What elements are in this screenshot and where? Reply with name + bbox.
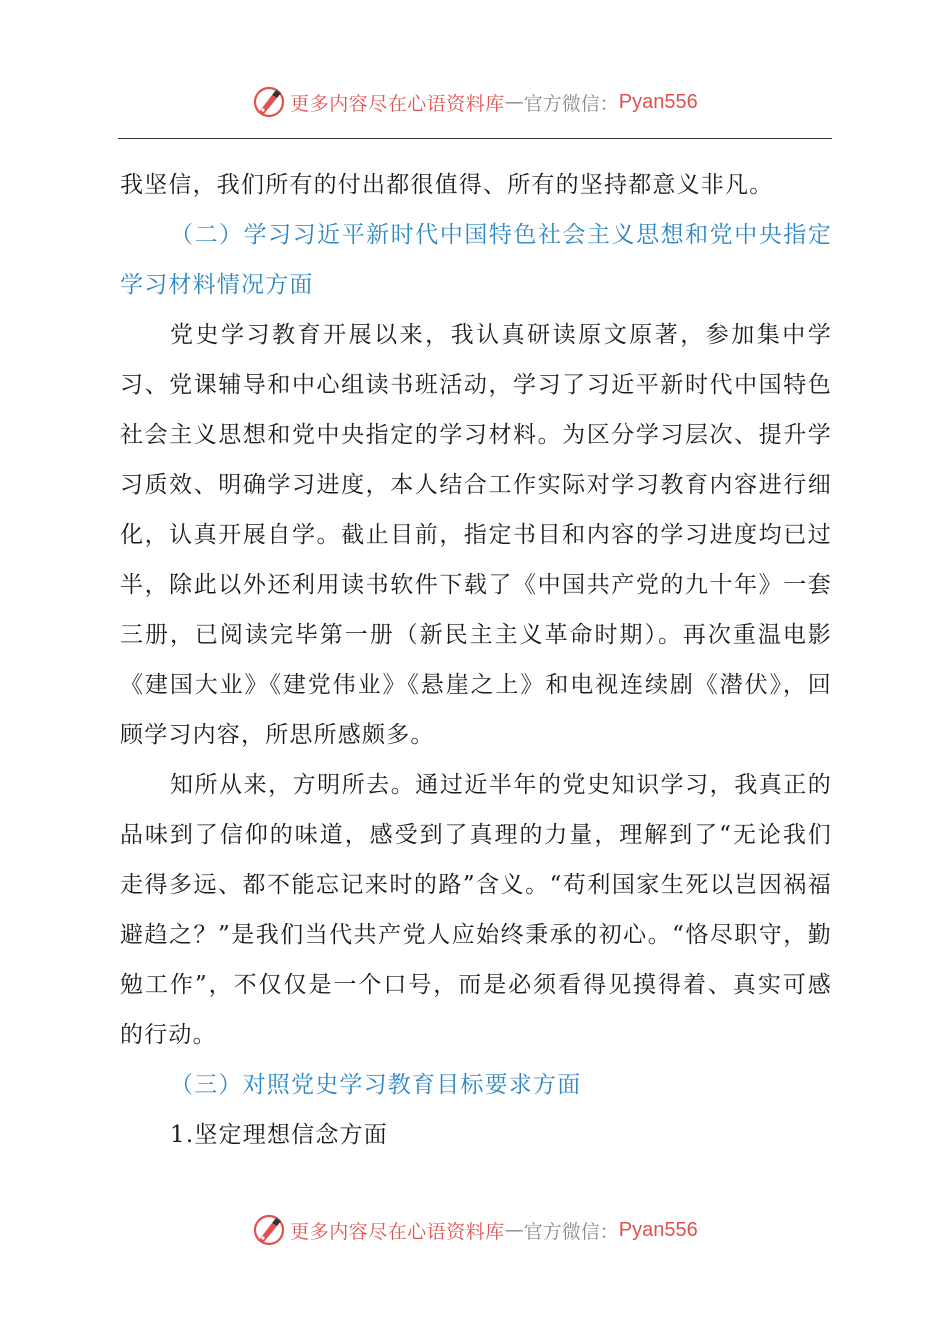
subsection-heading-1: 1.坚定理想信念方面 [170, 1122, 388, 1148]
paragraph-study-materials: 党史学习教育开展以来，我认真研读原文原著，参加集中学习、党课辅导和中心组读书班活动，学习了习近平新时代中国特色社会主义思想和党中央指定的学习材料。为区分学习层次、提升学习质效、明确学习进度，本人结合工作实际对学习教育内容进行细化，认真开展自学。截止目前，指定书目和内容的学习进度均已过半，除此以外还利用读书软件下载了《中国共产党的九十年》一套三册，已阅读完毕第一册（新民主主义革命时期）。再次重温电影《建国大业》《建党伟业》《悬崖之上》和电视连续剧《潜伏》，回顾学习内容，所思所感颇多。 [120, 322, 832, 748]
watermark-dash: — [504, 91, 524, 113]
header-divider [118, 138, 832, 139]
section-heading-2: （二）学习习近平新时代中国特色社会主义思想和党中央指定学习材料情况方面 [120, 222, 832, 298]
header-watermark [0, 82, 950, 122]
paragraph-reflection: 知所从来，方明所去。通过近半年的党史知识学习，我真正的品味到了信仰的味道，感受到了真理的力量，理解到了“无论我们走得多远、都不能忘记来时的路”含义。“苟利国家生死以岂因祸福避趋之？”是我们当代共产党人应始终秉承的初心。“恪尽职守，勤勉工作”，不仅仅是一个口号，而是必须看得见摸得着、真实可感的行动。 [120, 772, 832, 1048]
footer-watermark [0, 1210, 950, 1250]
section-heading-3: （三）对照党史学习教育目标要求方面 [170, 1072, 582, 1098]
watermark-text: 更多内容尽在心语资料库 [290, 92, 505, 115]
watermark-wechat-label: 官方微信： [523, 1220, 619, 1243]
pen-nib-logo-icon [252, 1213, 286, 1247]
watermark-wechat-label: 官方微信： [523, 92, 619, 115]
paragraph-continuation: 我坚信，我们所有的付出都很值得、所有的坚持都意义非凡。 [120, 172, 774, 198]
document-body [120, 160, 832, 1160]
watermark-dash: — [504, 1219, 524, 1241]
watermark-wechat-id: Pyan556 [618, 90, 698, 113]
watermark-wechat-id: Pyan556 [618, 1218, 698, 1241]
pen-nib-logo-icon [252, 85, 286, 119]
watermark-text: 更多内容尽在心语资料库 [290, 1220, 505, 1243]
